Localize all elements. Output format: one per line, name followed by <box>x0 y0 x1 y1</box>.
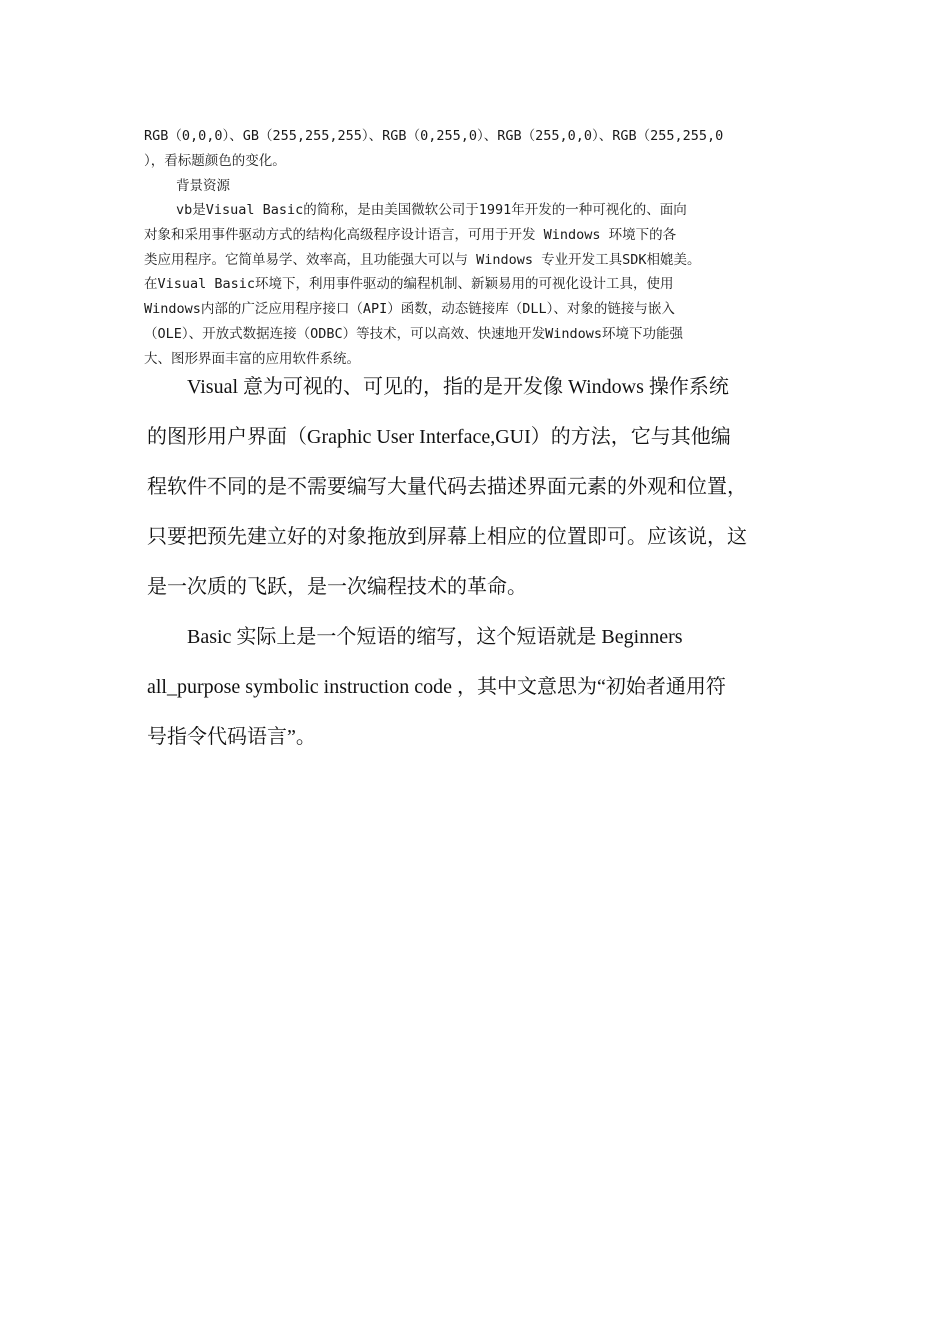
visual-paragraph-line-4: 只要把预先建立好的对象拖放到屏幕上相应的位置即可。应该说，这 <box>147 526 747 548</box>
basic-paragraph-line-3: 号指令代码语言”。 <box>147 726 316 748</box>
vb-paragraph-line-5: Windows内部的广泛应用程序接口（API）函数，动态链接库（DLL）、对象的链接与嵌入 <box>144 301 675 318</box>
rgb-paragraph <box>144 124 819 198</box>
vb-paragraph-line-6: （OLE）、开放式数据连接（ODBC）等技术，可以高效、快速地开发Windows环境下功能强 <box>144 325 684 342</box>
section-heading: 背景资源 <box>176 177 230 194</box>
visual-paragraph-line-2: 的图形用户界面（Graphic User Interface,GUI）的方法，它与其他编 <box>147 426 731 448</box>
basic-paragraph-line-1: Basic 实际上是一个短语的缩写，这个短语就是 Beginners <box>187 626 683 648</box>
visual-paragraph-line-5: 是一次质的飞跃，是一次编程技术的革命。 <box>147 576 527 598</box>
vb-paragraph-line-2: 对象和采用事件驱动方式的结构化高级程序设计语言，可用于开发 Windows 环境下的各 <box>144 226 677 243</box>
vb-paragraph-line-4: 在Visual Basic环境下，利用事件驱动的编程机制、新颖易用的可视化设计工具，使用 <box>144 276 674 293</box>
vb-paragraph-line-3: 类应用程序。它简单易学、效率高，且功能强大可以与 Windows 专业开发工具SDK相媲美。 <box>144 251 701 268</box>
basic-paragraph <box>147 612 817 762</box>
basic-paragraph-line-2: all_purpose symbolic instruction code ，其中文意思为“初始者通用符 <box>147 676 726 698</box>
vb-paragraph-line-7: 大、图形界面丰富的应用软件系统。 <box>144 350 360 367</box>
visual-paragraph-line-3: 程软件不同的是不需要编写大量代码去描述界面元素的外观和位置， <box>147 476 747 498</box>
visual-paragraph <box>147 362 817 612</box>
visual-paragraph-line-1: Visual 意为可视的、可见的，指的是开发像 Windows 操作系统 <box>187 376 729 398</box>
rgb-paragraph-line-2: ），看标题颜色的变化。 <box>144 152 286 169</box>
rgb-paragraph-line-1: RGB（0,0,0）、GB（255,255,255）、RGB（0,255,0）、RGB（255,0,0）、RGB（255,255,0 <box>144 128 724 144</box>
vb-paragraph <box>144 198 819 372</box>
vb-paragraph-line-1: vb是Visual Basic的简称，是由美国微软公司于1991年开发的一种可视化的、面向 <box>176 202 687 218</box>
